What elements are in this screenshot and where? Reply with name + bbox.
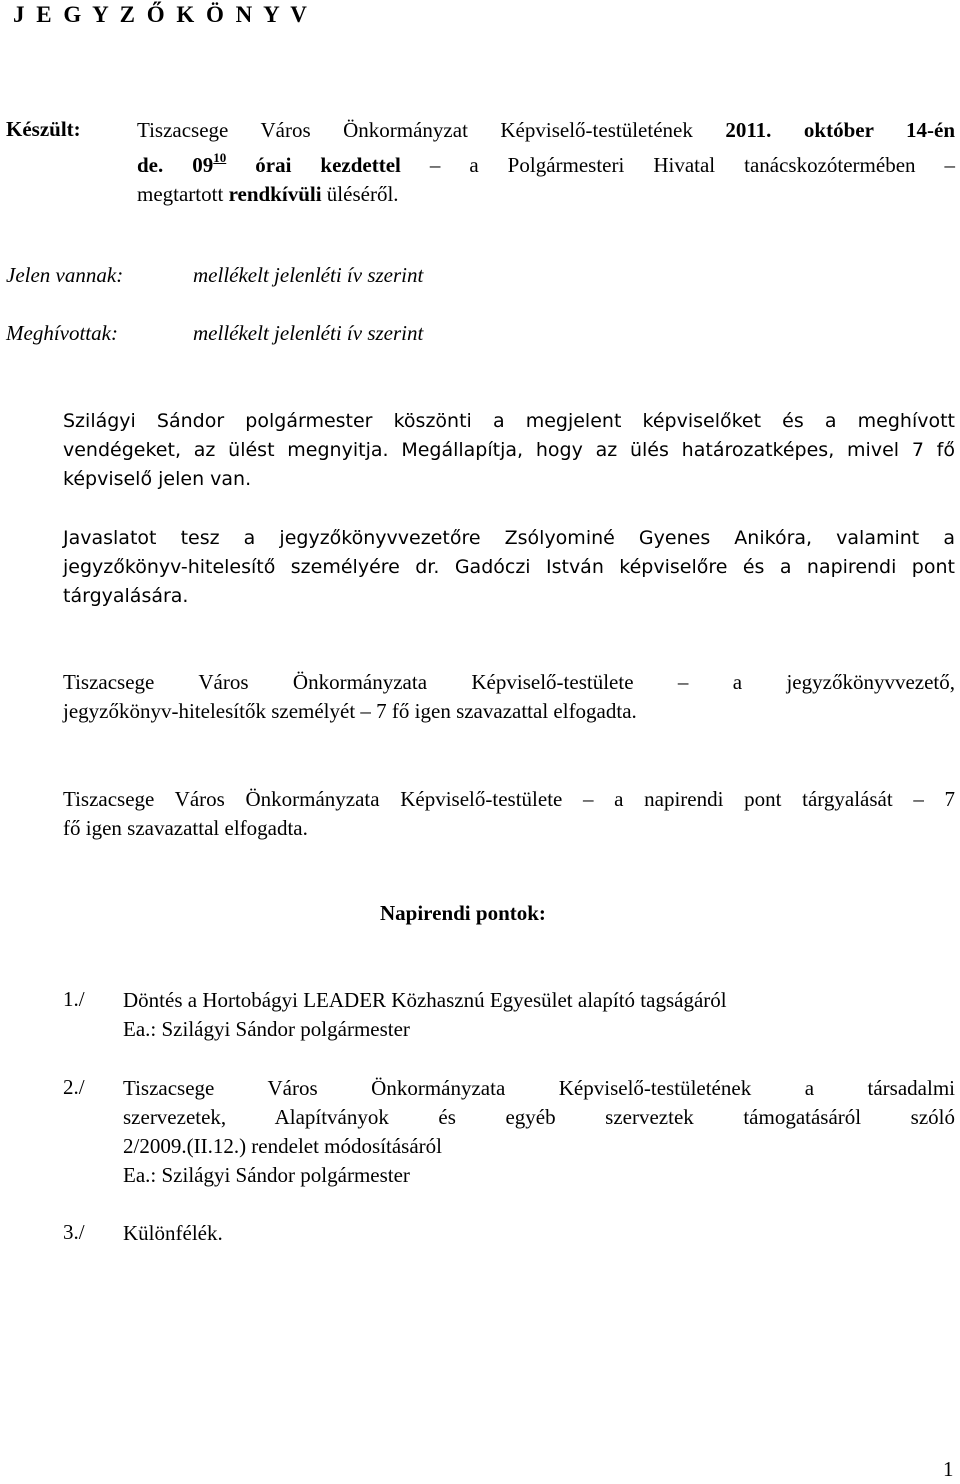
p1-line-1: Szilágyi Sándor polgármester köszönti a megjelent képviselőket és a meghívott (63, 410, 955, 432)
agenda-item-1-title: Döntés a Hortobágyi LEADER Közhasznú Egyesület alapító tagságáról (123, 988, 727, 1012)
agenda-heading: Napirendi pontok: (380, 901, 546, 925)
paragraph-vote-secretary (63, 668, 955, 726)
agenda-item-3 (123, 1219, 955, 1248)
keszult-line-2: de. $09^{10}$ órai kezdettel – a Polgármesteri Hivatal tanácskozótermében – (137, 150, 956, 177)
document-title: J E G Y Z Ő K Ö N Y V (13, 2, 310, 27)
agenda-item-2-line-1: Tiszacsege Város Önkormányzata Képviselő-testületének a társadalmi (123, 1076, 955, 1100)
agenda-item-3-title: Különfélék. (123, 1221, 223, 1245)
meghivottak-label: Meghívottak: (6, 321, 118, 345)
keszult-line-1: Tiszacsege Város Önkormányzat Képviselő-testületének 2011. október 14-én (137, 118, 956, 142)
p3-line-2: jegyzőkönyv-hitelesítők személyét – 7 fő igen szavazattal elfogadta. (63, 699, 637, 723)
keszult-line-3: megtartott rendkívüli üléséről. (137, 182, 399, 206)
paragraph-proposal (63, 524, 955, 611)
agenda-item-2 (123, 1074, 955, 1190)
paragraph-opening (63, 407, 955, 494)
jelen-value: mellékelt jelenléti ív szerint (193, 263, 424, 287)
p2-line-3: tárgyalására. (63, 585, 189, 607)
agenda-item-2-number: 2./ (63, 1075, 85, 1099)
agenda-item-2-line-3: 2/2009.(II.12.) rendelet módosításáról (123, 1134, 442, 1158)
paragraph-vote-agenda (63, 785, 955, 843)
agenda-item-2-presenter: Ea.: Szilágyi Sándor polgármester (123, 1163, 410, 1187)
p2-line-2: jegyzőkönyv-hitelesítő személyére dr. Gadóczi István képviselőre és a napirendi pont (63, 556, 955, 578)
page-number: 1 (943, 1457, 954, 1481)
keszult-label: Készült: (6, 117, 81, 141)
p1-line-2: vendégeket, az ülést megnyitja. Megállapítja, hogy az ülés határozatképes, mivel 7 fő (63, 439, 955, 461)
p4-line-1: Tiszacsege Város Önkormányzata Képviselő-testülete – a napirendi pont tárgyalását – 7 (63, 787, 955, 811)
agenda-item-1-number: 1./ (63, 987, 85, 1011)
agenda-item-1-presenter: Ea.: Szilágyi Sándor polgármester (123, 1017, 410, 1041)
agenda-item-1 (123, 986, 955, 1044)
p1-line-3: képviselő jelen van. (63, 468, 252, 490)
agenda-item-3-number: 3./ (63, 1220, 85, 1244)
jelen-label: Jelen vannak: (6, 263, 124, 287)
p2-line-1: Javaslatot tesz a jegyzőkönyvvezetőre Zsólyominé Gyenes Anikóra, valamint a (63, 527, 955, 549)
p4-line-2: fő igen szavazattal elfogadta. (63, 816, 308, 840)
agenda-item-2-line-2: szervezetek, Alapítványok és egyéb szerveztek támogatásáról szóló (123, 1105, 955, 1129)
p3-line-1: Tiszacsege Város Önkormányzata Képviselő-testülete – a jegyzőkönyvvezető, (63, 670, 955, 694)
keszult-text (137, 116, 955, 209)
meghivottak-value: mellékelt jelenléti ív szerint (193, 321, 424, 345)
